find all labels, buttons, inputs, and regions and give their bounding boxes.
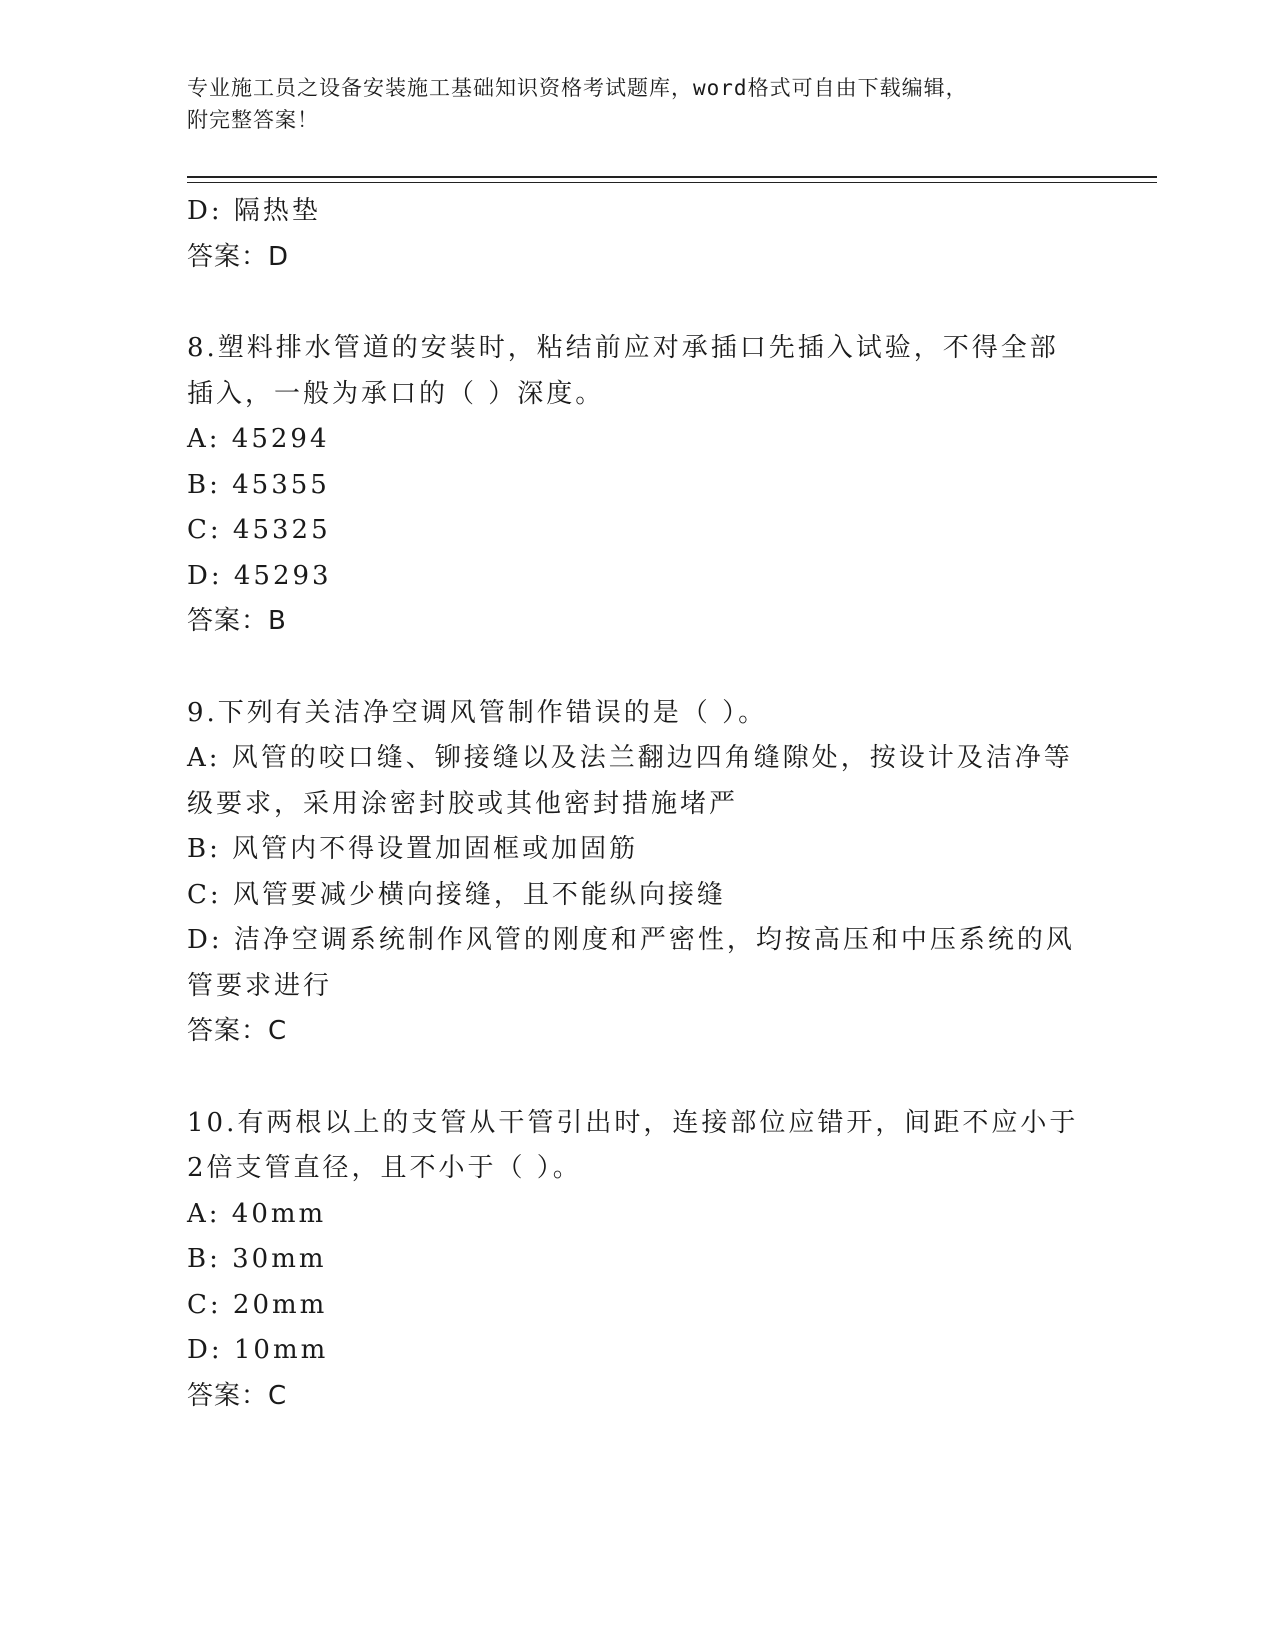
header-line-2: 附完整答案！ [187,108,319,132]
q8-option-d: D: 45293 [187,560,332,591]
q10-option-a: A: 40mm [187,1198,327,1229]
q9-option-d-line-2: 管要求进行 [187,970,333,1001]
spacer [187,645,1077,691]
header-rule-thick [187,176,1157,178]
q10-option-d: D: 10mm [187,1335,329,1365]
q10-answer: 答案：C [187,1380,288,1411]
q10-stem-line-1: 10.有两根以上的支管从干管引出时，连接部位应错开，间距不应小于 [187,1107,1079,1138]
q9-stem: 9.下列有关洁净空调风管制作错误的是（ ）。 [187,697,768,728]
q10-option-c: C: 20mm [187,1289,328,1320]
q9-option-c: C: 风管要减少横向接缝，且不能纵向接缝 [187,879,726,910]
q9-option-a-line-1: A: 风管的咬口缝、铆接缝以及法兰翻边四角缝隙处，按设计及洁净等 [187,743,1073,773]
q9-answer: 答案：C [187,1016,288,1046]
q8-option-c: C: 45325 [187,515,331,545]
document-header [187,72,1067,136]
spacer [187,280,1077,326]
q8-stem-line-1: 8.塑料排水管道的安装时，粘结前应对承插口先插入试验，不得全部 [187,333,1059,363]
spacer [187,1055,1077,1101]
prev-option-d: D: 隔热垫 [187,196,321,226]
q9-option-a-line-2: 级要求，采用涂密封胶或其他密封措施堵严 [187,788,739,819]
q8-stem-line-2: 插入，一般为承口的（ ）深度。 [187,378,605,409]
q8-answer: 答案：B [187,606,287,636]
q9-option-d-line-1: D: 洁净空调系统制作风管的刚度和严密性，均按高压和中压系统的风 [187,925,1075,955]
q8-option-b: B: 45355 [187,469,330,500]
header-rule-thin [187,182,1157,183]
document-body [187,189,1077,1419]
q8-option-a: A: 45294 [187,424,330,454]
q10-option-b: B: 30mm [187,1244,327,1274]
q10-stem-line-2: 2倍支管直径，且不小于（ ）。 [187,1153,582,1183]
q9-option-b: B: 风管内不得设置加固框或加固筋 [187,834,639,864]
prev-answer: 答案：D [187,241,290,272]
header-line-1: 专业施工员之设备安装施工基础知识资格考试题库，word格式可自由下载编辑， [187,76,968,100]
